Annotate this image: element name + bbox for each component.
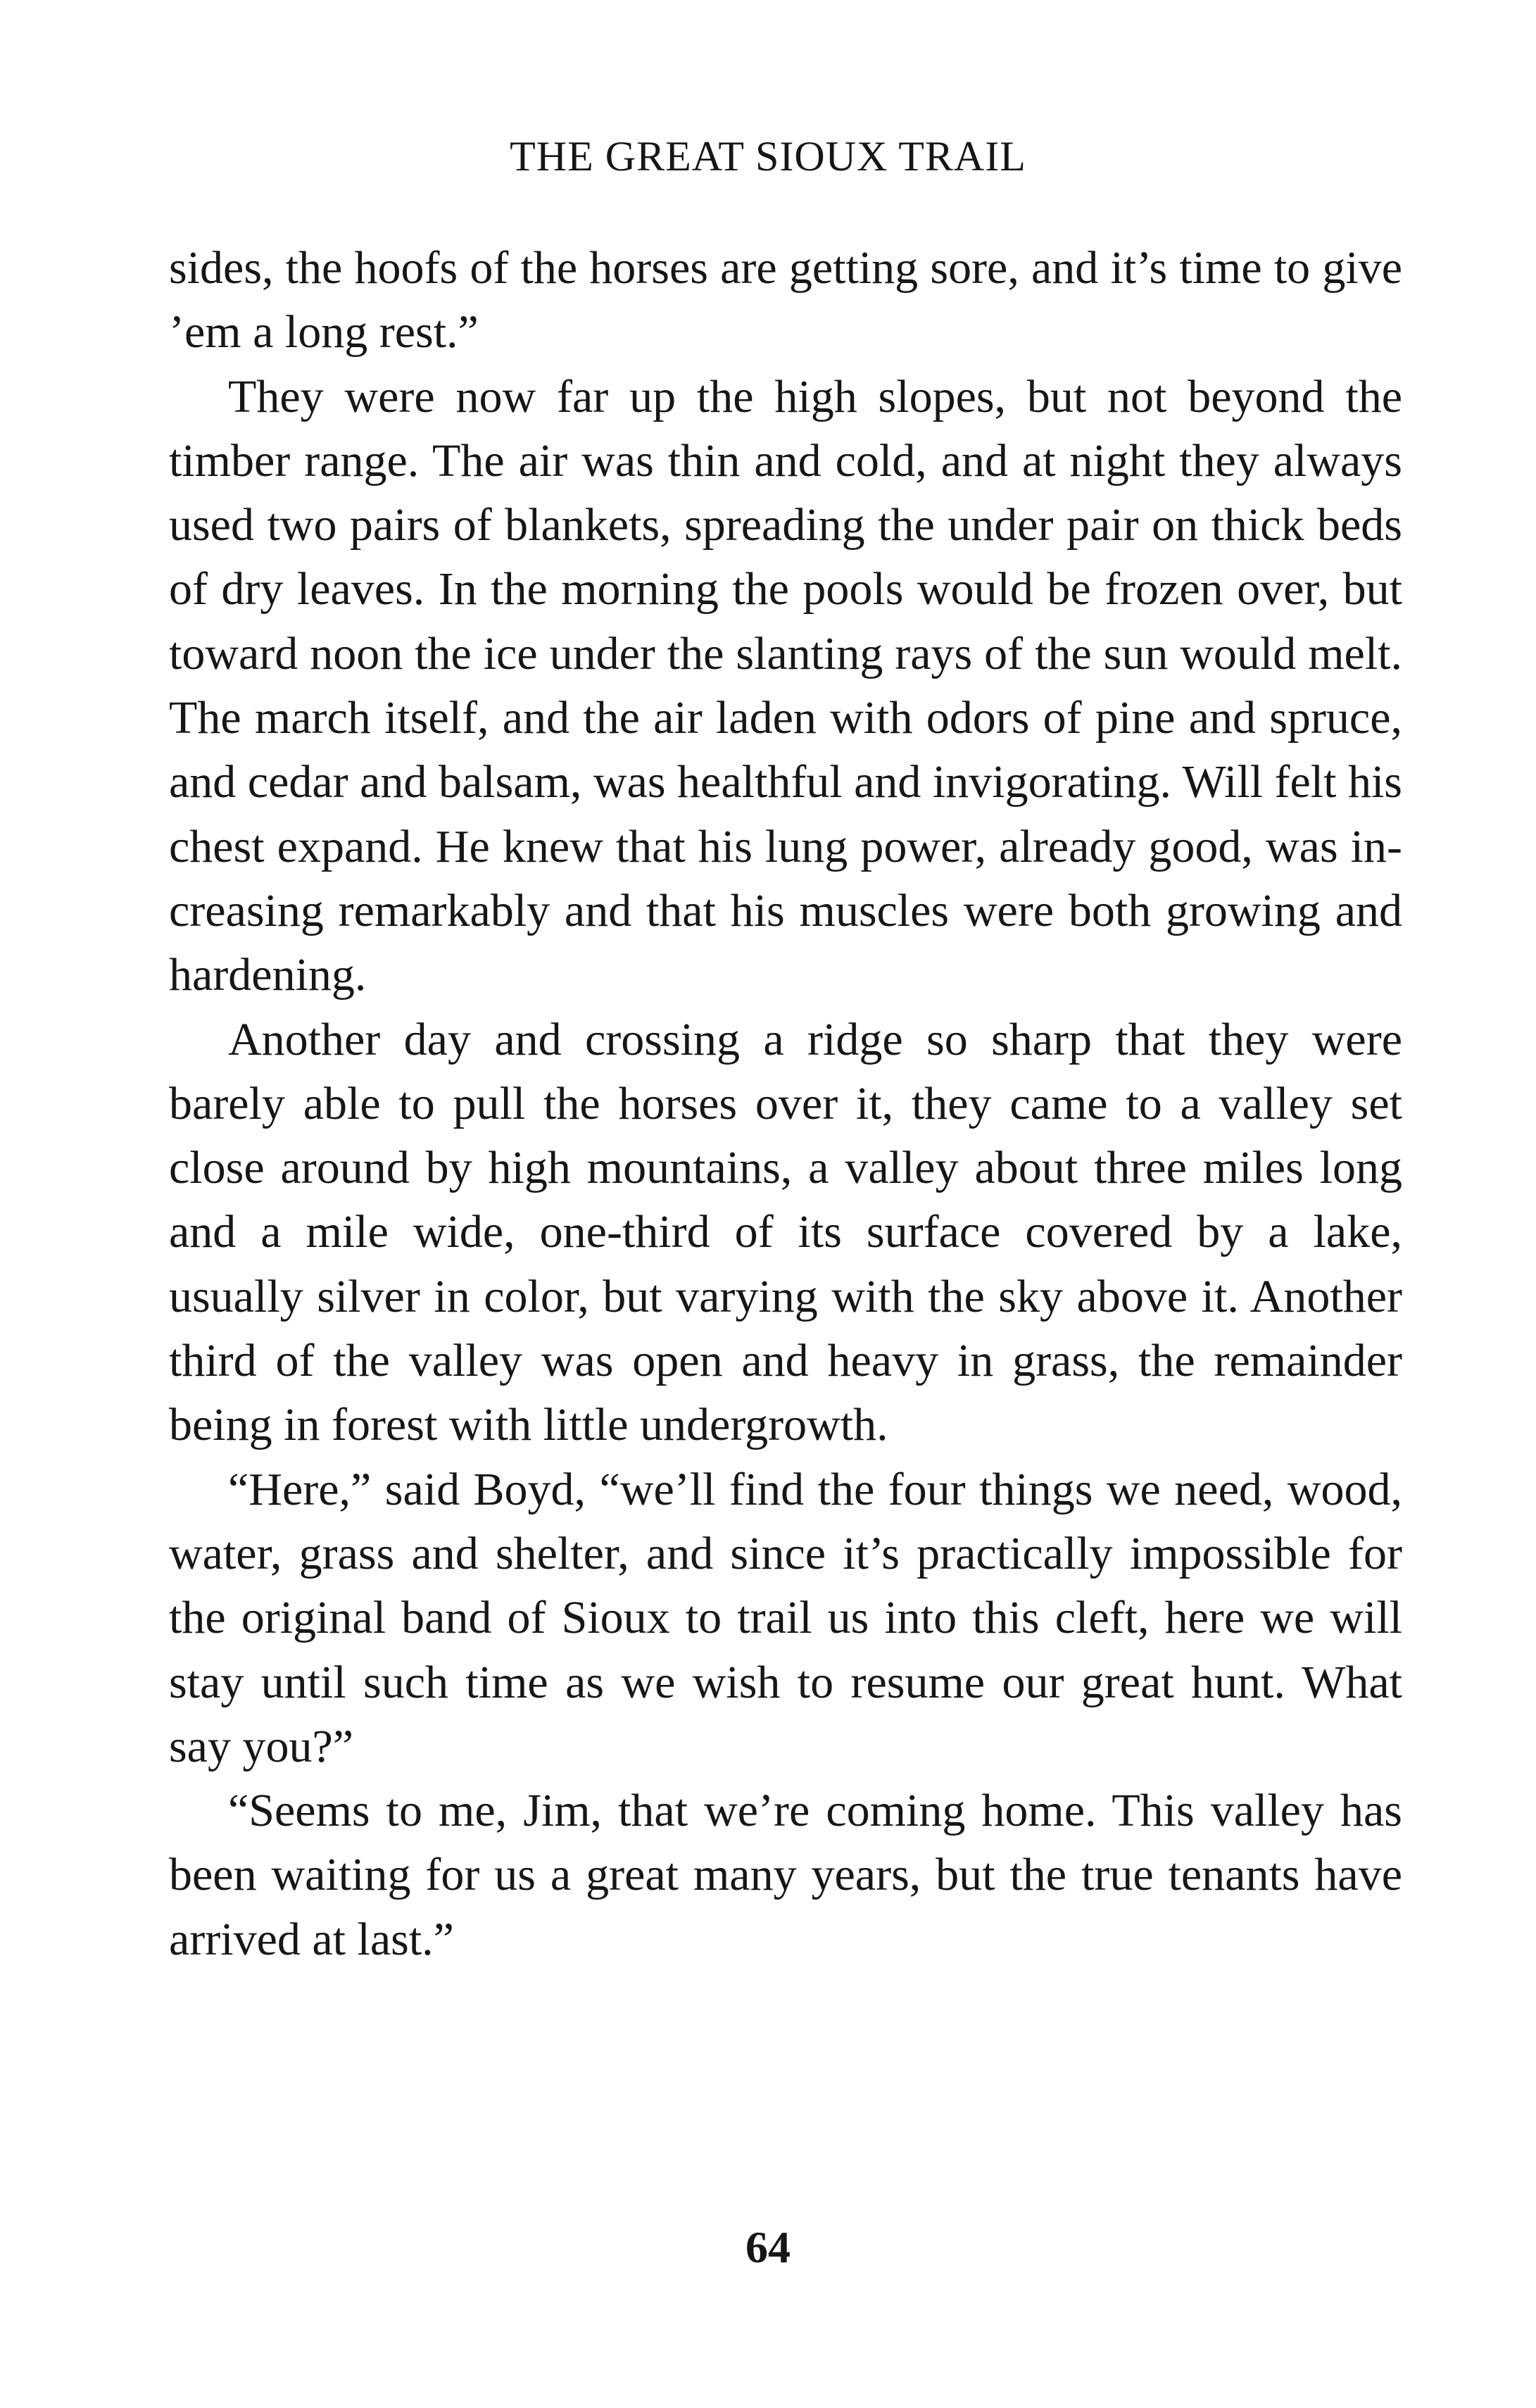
paragraph: “Here,” said Boyd, “we’ll find the four things we need, wood, water, grass and shelter, and since it’s practically impossible for the original band of Sioux to trail us into this cleft, here we will stay until such time as we wish to resume our great hunt. What say you?” xyxy=(169,1463,1402,1772)
running-head: THE GREAT SIOUX TRAIL xyxy=(510,133,1026,180)
paragraph: They were now far up the high slopes, but not beyond the timber range. The air was thin and cold, and at night they always used two pairs of blankets, spreading the under pair on thick beds of dry leaves. In the morning the pools would be frozen over, but toward noon the ice under the slanting rays of the sun would melt. The march itself, and the air laden with odors of pine and spruce, and cedar and balsam, was healthful and invigorating. Will felt his chest expand. He knew that his lung power, already good, was increasing remarkably and that his muscles were both growing and hardening. xyxy=(169,370,1402,1001)
paragraph-continued: sides, the hoofs of the horses are getting sore, and it’s time to give ’em a long rest.” xyxy=(169,242,1402,358)
body-text xyxy=(169,236,1402,1971)
paragraph: Another day and crossing a ridge so sharp that they were barely able to pull the horses over it, they came to a valley set close around by high mountains, a valley about three miles long and a mile wide, one-third of its surface covered by a lake, usually silver in color, but varying with the sky above it. Another third of the valley was open and heavy in grass, the remainder being in forest with little undergrowth. xyxy=(169,1013,1402,1451)
paragraph: “Seems to me, Jim, that we’re coming home. This valley has been waiting for us a great many years, but the true tenants have arrived at last.” xyxy=(169,1785,1402,1965)
page-number: 64 xyxy=(745,2222,791,2272)
